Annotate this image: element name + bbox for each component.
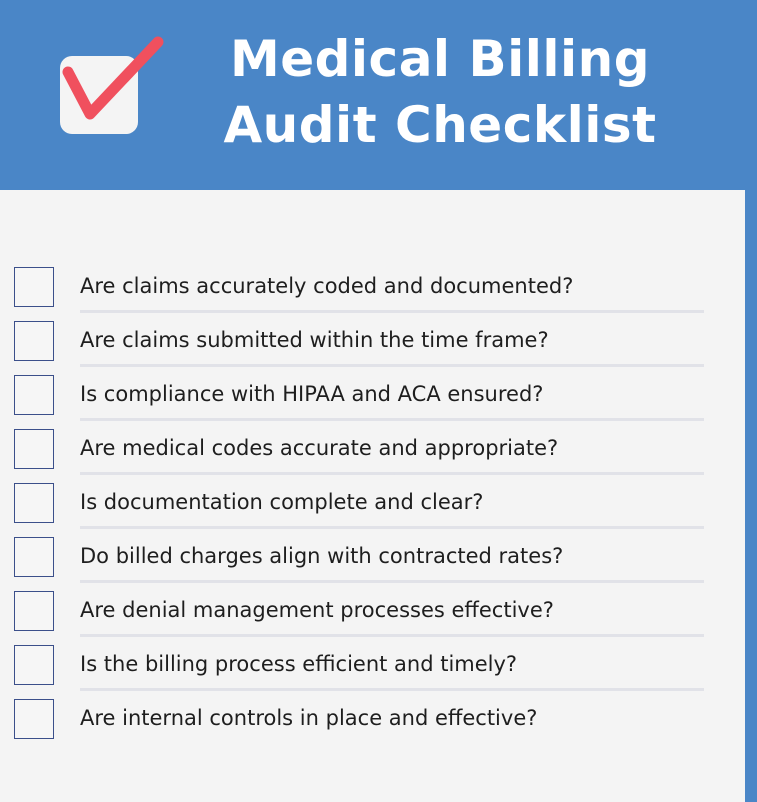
checklist-item-label: Are claims accurately coded and documented? (80, 274, 574, 298)
checklist-item-label: Are medical codes accurate and appropriate? (80, 436, 559, 460)
checkbox[interactable] (14, 699, 54, 739)
checklist-item-label: Are internal controls in place and effective? (80, 706, 538, 730)
checklist-item (0, 326, 745, 380)
divider (80, 634, 704, 637)
checklist-item-label: Are denial management processes effective? (80, 598, 554, 622)
checkbox[interactable] (14, 645, 54, 685)
title-line-1: Medical Billing (229, 30, 651, 88)
checklist-item (0, 488, 745, 542)
checklist-item (0, 272, 745, 326)
checklist-card (0, 190, 745, 802)
divider (80, 688, 704, 691)
checkbox[interactable] (14, 537, 54, 577)
checklist (0, 272, 745, 758)
divider (80, 418, 704, 421)
checklist-item-label: Do billed charges align with contracted rates? (80, 544, 564, 568)
checklist-item (0, 596, 745, 650)
checklist-item (0, 704, 745, 758)
divider (80, 310, 704, 313)
checkbox[interactable] (14, 375, 54, 415)
divider (80, 526, 704, 529)
checkbox[interactable] (14, 483, 54, 523)
checklist-item-label: Is the billing process efficient and timely? (80, 652, 518, 676)
checkmark-icon (60, 30, 180, 140)
checkbox[interactable] (14, 591, 54, 631)
checkbox[interactable] (14, 267, 54, 307)
checkbox[interactable] (14, 321, 54, 361)
divider (80, 364, 704, 367)
checklist-item-label: Is documentation complete and clear? (80, 490, 484, 514)
checklist-item-label: Are claims submitted within the time frame? (80, 328, 549, 352)
page-title (170, 26, 710, 158)
checkbox[interactable] (14, 429, 54, 469)
checklist-item (0, 380, 745, 434)
divider (80, 472, 704, 475)
header-banner (0, 0, 757, 190)
divider (80, 580, 704, 583)
checklist-item (0, 650, 745, 704)
checklist-item (0, 542, 745, 596)
checklist-item-label: Is compliance with HIPAA and ACA ensured? (80, 382, 544, 406)
title-line-2: Audit Checklist (223, 96, 657, 154)
checklist-item (0, 434, 745, 488)
